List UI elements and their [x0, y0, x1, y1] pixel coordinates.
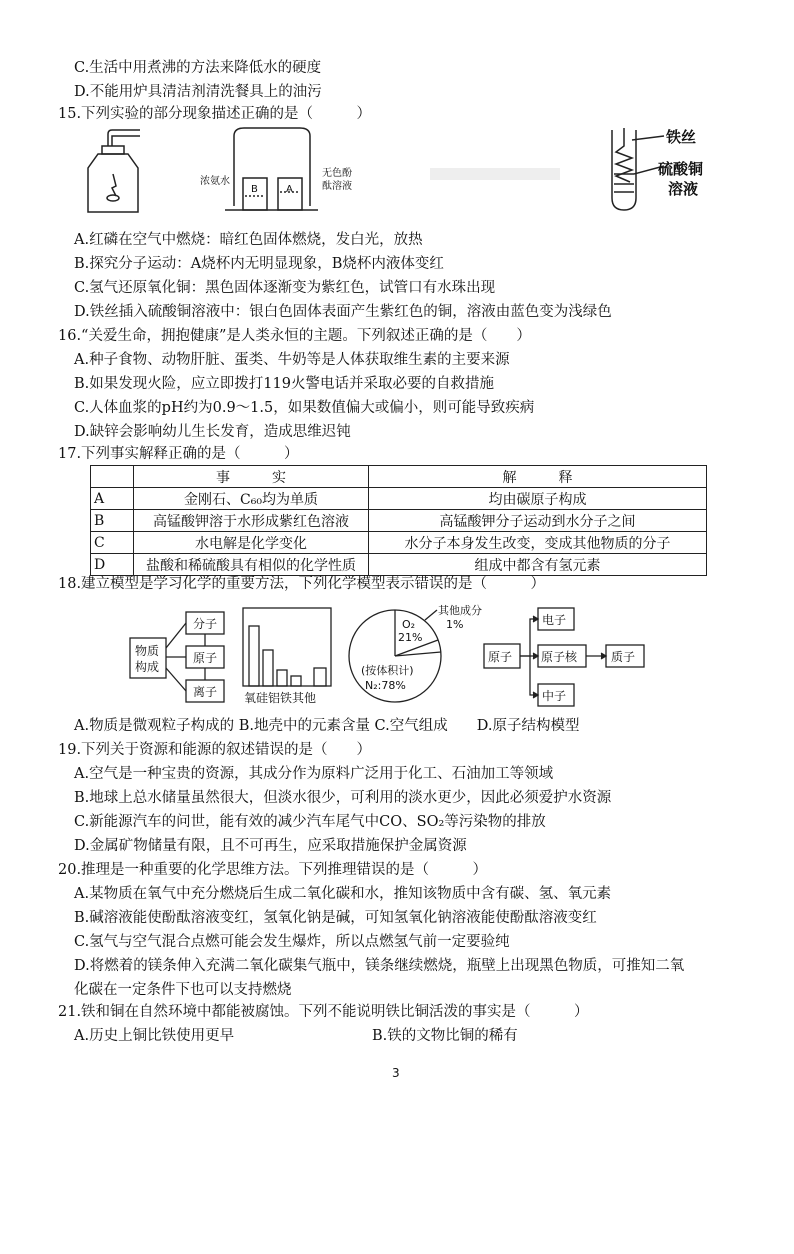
cuso4-label-1: 硫酸铜 [658, 160, 704, 178]
other-pct: 1% [446, 618, 464, 631]
beaker-a-label: A [286, 184, 293, 195]
bar-other [314, 668, 326, 686]
phenol-label-2: 酞溶液 [322, 181, 352, 192]
bar-silicon [263, 650, 273, 686]
option-text: B.地球上总水储量虽然很大，但淡水很少，可利用的淡水更少，因此必须爱护水资源 [74, 790, 612, 806]
bottle-figure [88, 130, 140, 212]
table-cell: 均由碳原子构成 [369, 488, 707, 510]
neutron-label: 中子 [542, 689, 567, 703]
molecule-label: 分子 [193, 617, 218, 631]
o2-label: O₂ [402, 618, 416, 631]
nucleus-label: 原子核 [541, 650, 578, 664]
by-volume-label: (按体积计) [361, 664, 414, 677]
table-cell: 水分子本身发生改变，变成其他物质的分子 [369, 532, 707, 554]
beaker-b-label: B [251, 184, 258, 195]
question-20: 20.推理是一种重要的化学思维方法。下列推理错误的是（ ） [58, 862, 488, 878]
table-cell: A [91, 488, 134, 510]
table-row [91, 532, 707, 554]
bar-aluminum [277, 670, 287, 686]
option-text: B.探究分子运动：A烧杯内无明显现象，B烧杯内液体变红 [74, 256, 444, 272]
test-tube-figure [612, 128, 664, 210]
table-cell: 盐酸和稀硫酸具有相似的化学性质 [134, 554, 369, 576]
question-17: 17.下列事实解释正确的是（ ） [58, 446, 299, 462]
option-text: C.氢气与空气混合点燃可能会发生爆炸，所以点燃氢气前一定要验纯 [74, 934, 510, 950]
matter-label-2: 构成 [135, 660, 160, 674]
question-15: 15.下列实验的部分现象描述正确的是（ ） [58, 106, 372, 122]
option-text: B.碱溶液能使酚酞溶液变红，氢氧化钠是碱，可知氢氧化钠溶液能使酚酞溶液变红 [74, 910, 597, 926]
table-cell: 水电解是化学变化 [134, 532, 369, 554]
atom-model-label: 原子 [488, 650, 513, 664]
table-header-row [91, 466, 707, 488]
atom-label: 原子 [193, 651, 218, 665]
table-cell: 高锰酸钾分子运动到水分子之间 [369, 510, 707, 532]
matter-label-1: 物质 [135, 644, 160, 658]
table-cell: 高锰酸钾溶于水形成紫红色溶液 [134, 510, 369, 532]
page-number: 3 [392, 1066, 400, 1080]
table-cell [91, 466, 134, 488]
option-text: D.金属矿物储量有限，且不可再生，应采取措施保护金属资源 [74, 838, 467, 854]
table-cell: D [91, 554, 134, 576]
option-text: A.种子食物、动物肝脏、蛋类、牛奶等是人体获取维生素的主要来源 [74, 352, 510, 368]
table-cell: 金刚石、C₆₀均为单质 [134, 488, 369, 510]
option-text: A.红磷在空气中燃烧：暗红色固体燃烧，发白光，放热 [74, 232, 423, 248]
electron-label: 电子 [542, 613, 567, 627]
option-text: C.新能源汽车的问世，能有效的减少汽车尾气中CO、SO₂等污染物的排放 [74, 814, 546, 830]
ion-label: 离子 [193, 685, 218, 699]
option-text: C.人体血浆的pH约为0.9～1.5，如果数值偏大或偏小，则可能导致疾病 [74, 400, 535, 416]
question-21: 21.铁和铜在自然环境中都能被腐蚀。下列不能说明铁比铜活泼的事实是（ ） [58, 1004, 589, 1020]
table-row [91, 510, 707, 532]
table-header: 事 实 [134, 466, 369, 488]
proton-label: 质子 [611, 650, 636, 664]
table-header: 解 释 [369, 466, 707, 488]
o2-pct: 21% [398, 631, 423, 644]
phenol-label-1: 无色酚 [322, 168, 352, 179]
option-text: B.铁的文物比铜的稀有 [372, 1028, 518, 1044]
n2-label: N₂:78% [365, 679, 406, 692]
table-cell: B [91, 510, 134, 532]
option-text: A.物质是微观粒子构成的 B.地壳中的元素含量 C.空气组成 D.原子结构模型 [74, 718, 580, 734]
table-cell: C [91, 532, 134, 554]
option-text: D.将燃着的镁条伸入充满二氧化碳集气瓶中，镁条继续燃烧，瓶壁上出现黑色物质，可推知二氧 [74, 958, 685, 974]
bell-jar-figure [225, 128, 318, 210]
q15-figures [0, 126, 794, 226]
cuso4-label-2: 溶液 [668, 180, 699, 198]
ammonia-label: 浓氨水 [200, 176, 230, 187]
facts-table [90, 465, 707, 576]
wire-label: 铁丝 [666, 128, 697, 146]
table-row [91, 488, 707, 510]
bar-iron [291, 676, 301, 686]
option-text: C.生活中用煮沸的方法来降低水的硬度 [74, 60, 322, 76]
question-19: 19.下列关于资源和能源的叙述错误的是（ ） [58, 742, 372, 758]
option-text: B.如果发现火险，应立即拨打119火警电话并采取必要的自救措施 [74, 376, 494, 392]
elements-label: 氧硅铝铁其他 [244, 691, 317, 705]
table-row [91, 554, 707, 576]
q18-figures [0, 600, 794, 712]
option-text: A.空气是一种宝贵的资源，其成分作为原料广泛用于化工、石油加工等领域 [74, 766, 554, 782]
option-text: D.缺锌会影响幼儿生长发育，造成思维迟钝 [74, 424, 351, 440]
option-text: C.氢气还原氧化铜：黑色固体逐渐变为紫红色，试管口有水珠出现 [74, 280, 496, 296]
option-text: D.不能用炉具清洁剂清洗餐具上的油污 [74, 84, 322, 100]
other-label: 其他成分 [438, 604, 482, 617]
table-cell: 组成中都含有氢元素 [369, 554, 707, 576]
option-text: A.某物质在氧气中充分燃烧后生成二氧化碳和水，推知该物质中含有碳、氢、氧元素 [74, 886, 612, 902]
option-text: D.铁丝插入硫酸铜溶液中：银白色固体表面产生紫红色的铜，溶液由蓝色变为浅绿色 [74, 304, 612, 320]
option-text: 化碳在一定条件下也可以支持燃烧 [74, 982, 292, 998]
bar-oxygen [249, 626, 259, 686]
option-text: A.历史上铜比铁使用更早 [74, 1028, 235, 1044]
question-18: 18.建立模型是学习化学的重要方法，下列化学模型表示错误的是（ ） [58, 576, 546, 592]
faded-figure [430, 168, 560, 180]
question-16: 16.“关爱生命，拥抱健康”是人类永恒的主题。下列叙述正确的是（ ） [58, 328, 531, 344]
